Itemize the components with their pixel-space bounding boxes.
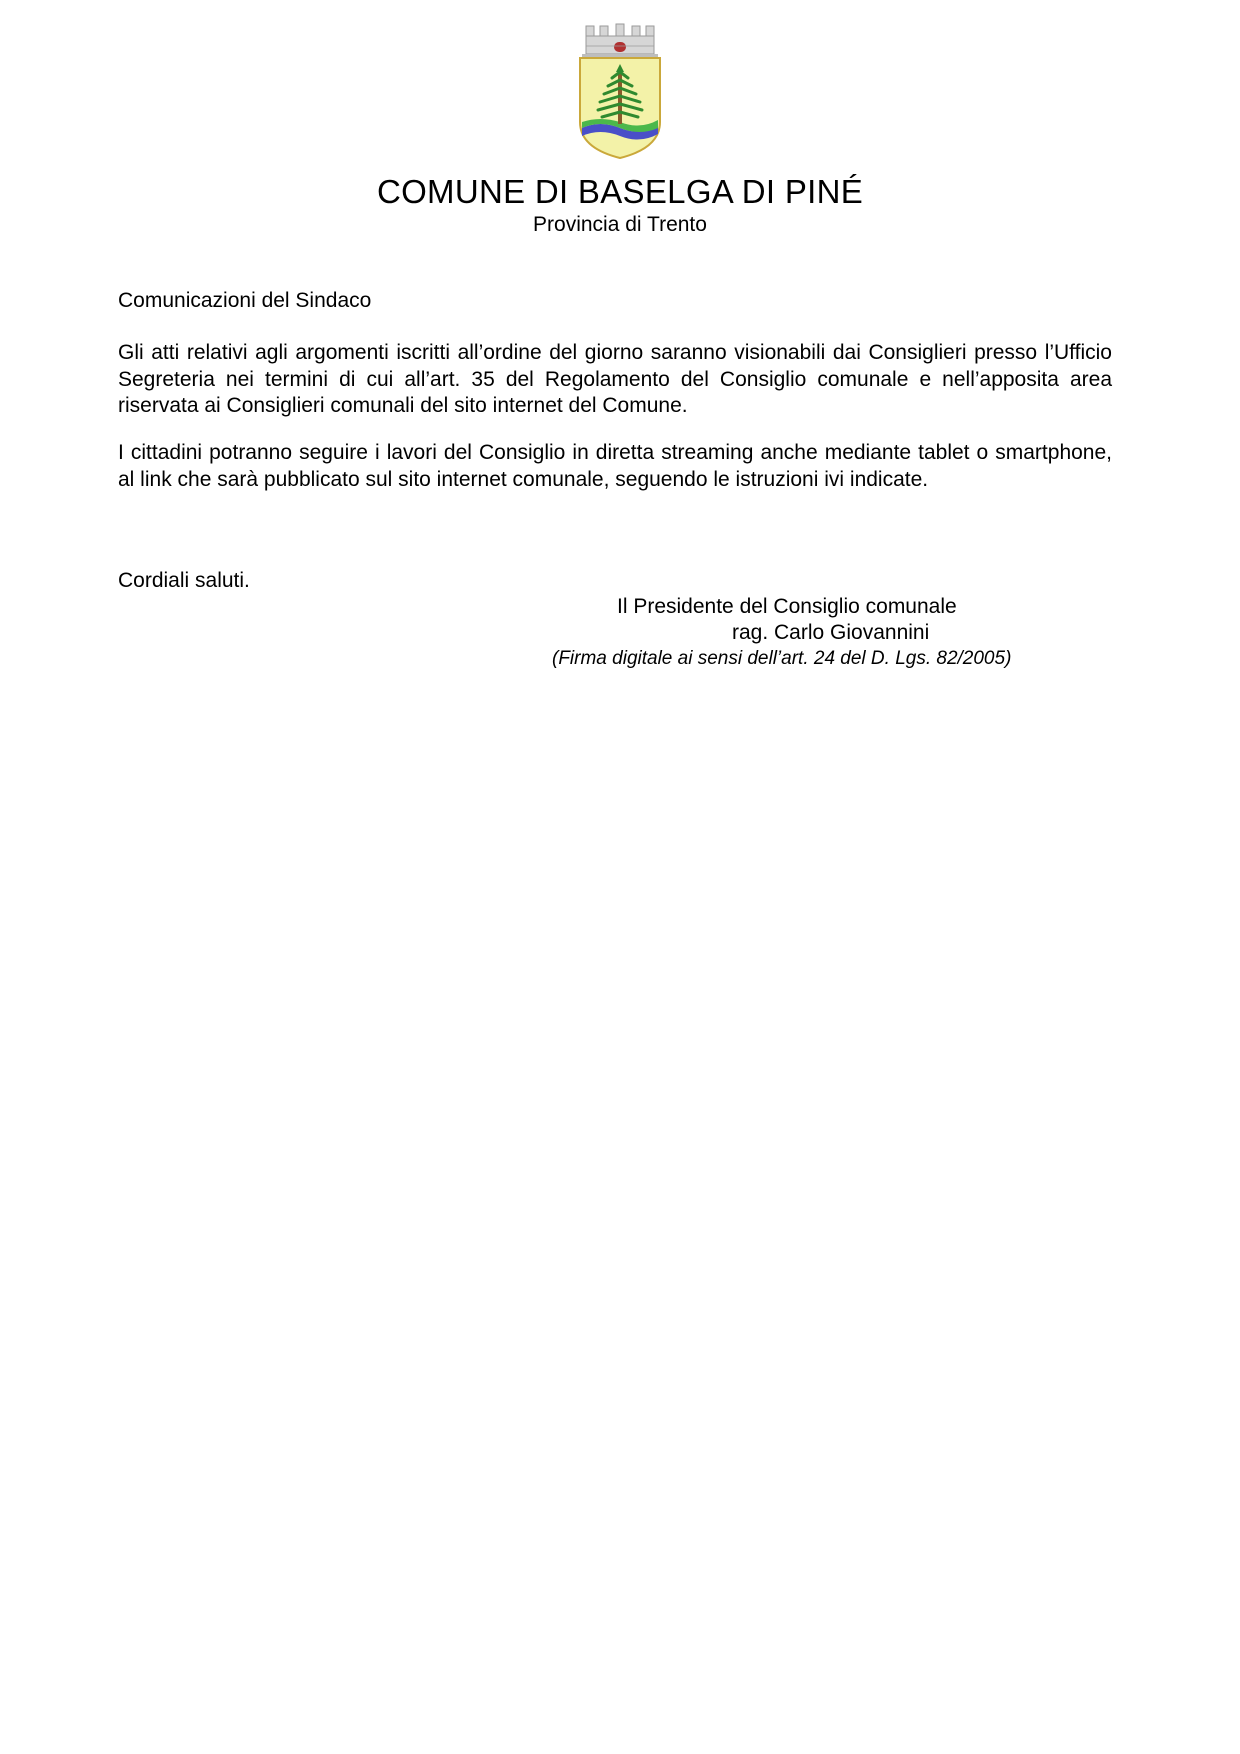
- digital-signature-note: (Firma digitale ai sensi dell’art. 24 del D. Lgs. 82/2005): [552, 648, 1012, 669]
- province-subtitle: Provincia di Trento: [533, 213, 707, 236]
- closing-greeting: Cordiali saluti.: [118, 569, 250, 592]
- signatory-role: Il Presidente del Consiglio comunale: [617, 595, 957, 618]
- municipal-coat-of-arms-icon: [570, 22, 670, 162]
- body-paragraph: Gli atti relativi agli argomenti iscritti all’ordine del giorno saranno visionabili dai Consiglieri presso l’Ufficio Segreteria nei termini di cui all’art. 35 del Regolamento del Consiglio comunale e nell’apposita area riservata ai Consiglieri comunali del sito internet del Comune.: [118, 341, 1112, 417]
- signatory-name: rag. Carlo Giovannini: [732, 621, 930, 644]
- municipality-title: COMUNE DI BASELGA DI PINÉ: [376, 173, 864, 210]
- section-heading: Comunicazioni del Sindaco: [118, 289, 372, 312]
- body-paragraph: I cittadini potranno seguire i lavori del Consiglio in diretta streaming anche mediante tablet o smartphone, al link che sarà pubblicato sul sito internet comunale, seguendo le istruzioni ivi indicate.: [118, 441, 1112, 491]
